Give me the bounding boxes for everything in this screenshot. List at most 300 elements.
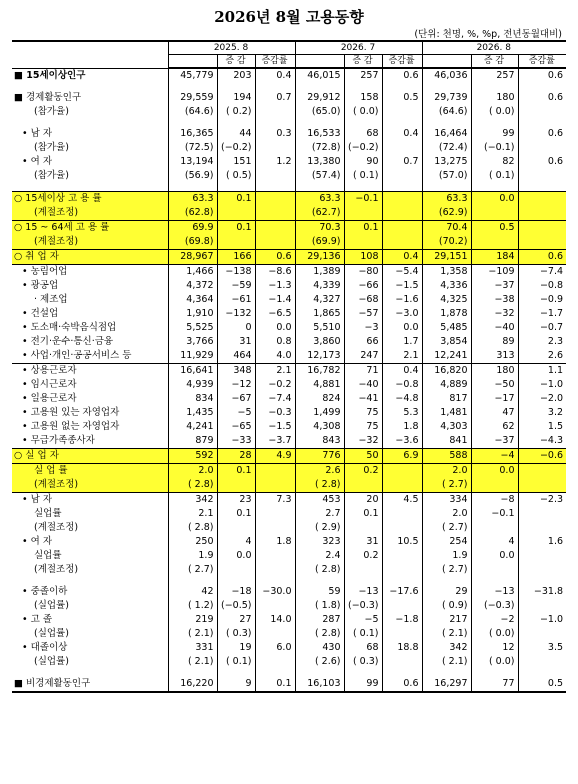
cell-value (518, 221, 566, 236)
cell-value: 1.9 (168, 549, 217, 563)
table-row (12, 507, 566, 521)
cell-value: 16,220 (168, 677, 217, 692)
cell-value (471, 183, 518, 192)
cell-value: 7.3 (255, 493, 295, 508)
cell-value: (62.7) (295, 206, 344, 221)
cell-value: 184 (471, 250, 518, 265)
row-label: (계절조정) (12, 235, 168, 250)
row-label (12, 119, 168, 127)
cell-value: 4,881 (295, 378, 344, 392)
cell-value: (69.8) (168, 235, 217, 250)
cell-value: 28,967 (168, 250, 217, 265)
cell-value (518, 521, 566, 535)
cell-value (344, 83, 382, 91)
cell-value: −6.5 (255, 307, 295, 321)
cell-value (471, 669, 518, 677)
cell-value: ( 1.8) (295, 599, 344, 613)
cell-value: −0.2 (255, 378, 295, 392)
cell-value (255, 192, 295, 207)
table-row (12, 613, 566, 627)
cell-value: 13,194 (168, 155, 217, 169)
cell-value: −0.8 (382, 378, 422, 392)
table-row (12, 206, 566, 221)
table-row (12, 364, 566, 379)
cell-value: 77 (471, 677, 518, 692)
cell-value: 2.7 (295, 507, 344, 521)
cell-value: −1.7 (539, 308, 564, 319)
cell-value (168, 669, 217, 677)
cell-value: 180 (471, 91, 518, 105)
cell-value: 194 (217, 91, 255, 105)
cell-value: (57.0) (422, 169, 471, 183)
cell-value: (64.6) (422, 105, 471, 119)
cell-value: ( 2.8) (168, 521, 217, 535)
row-label: • 고용원 없는 자영업자 (12, 420, 168, 434)
table-row (12, 493, 566, 508)
cell-value (471, 206, 518, 221)
cell-value: 331 (168, 641, 217, 655)
cell-value (422, 183, 471, 192)
cell-value (255, 549, 295, 563)
cell-value: −33 (217, 434, 255, 449)
cell-value (382, 206, 422, 221)
cell-value: −3.7 (255, 434, 295, 449)
cell-value (168, 119, 217, 127)
table-row (12, 279, 566, 293)
cell-value (518, 183, 566, 192)
cell-value: 1.6 (547, 536, 564, 547)
cell-value (217, 669, 255, 677)
cell-value: 2.1 (255, 364, 295, 379)
row-label: (실업률) (12, 655, 168, 669)
cell-value: 50 (344, 449, 382, 464)
cell-value: −59 (217, 279, 255, 293)
cell-value: 4.9 (255, 449, 295, 464)
cell-value: ( 0.3) (344, 655, 382, 669)
table-row (12, 141, 566, 155)
cell-value: 18.8 (382, 641, 422, 655)
row-label: (계절조정) (12, 206, 168, 221)
cell-value: (−0.2) (217, 141, 255, 155)
cell-value: 0.1 (255, 677, 295, 692)
row-label: • 무급가족종사자 (12, 434, 168, 449)
cell-value: 63.3 (168, 192, 217, 207)
cell-value (471, 563, 518, 577)
cell-value: −17.6 (382, 585, 422, 599)
cell-value (255, 105, 295, 119)
cell-value: 4,303 (422, 420, 471, 434)
cell-value: 28 (217, 449, 255, 464)
table-row (12, 265, 566, 280)
cell-value: ( 2.8) (295, 627, 344, 641)
cell-value (422, 119, 471, 127)
cell-value: 29,559 (168, 91, 217, 105)
cell-value (217, 235, 255, 250)
cell-value: 0.0 (471, 549, 518, 563)
table-row (12, 599, 566, 613)
cell-value (344, 563, 382, 577)
cell-value: 44 (217, 127, 255, 141)
cell-value: −0.8 (539, 280, 564, 291)
row-label: (참가율) (12, 169, 168, 183)
cell-value: 0.4 (382, 364, 422, 379)
cell-value: ( 2.7) (422, 521, 471, 535)
row-label: • 대졸이상 (12, 641, 168, 655)
cell-value: ( 2.8) (295, 478, 344, 493)
cell-value: −37 (471, 434, 518, 449)
table-row (12, 235, 566, 250)
cell-value (344, 669, 382, 677)
cell-value: 16,103 (295, 677, 344, 692)
cell-value: 257 (471, 68, 518, 83)
row-label: • 여 자 (12, 535, 168, 549)
cell-value (255, 627, 295, 641)
cell-value: (−0.5) (217, 599, 255, 613)
cell-value (382, 507, 422, 521)
cell-value (518, 235, 566, 250)
cell-value (255, 183, 295, 192)
cell-value: 0.4 (382, 250, 422, 265)
header-change-rate: 증감률 (382, 55, 422, 69)
cell-value (382, 141, 422, 155)
cell-value: 3,766 (168, 335, 217, 349)
cell-value: −1.5 (255, 420, 295, 434)
header-blank (295, 55, 344, 69)
cell-value: −13 (344, 585, 382, 599)
row-label: (계절조정) (12, 521, 168, 535)
row-label: ■ 경제활동인구 (12, 91, 168, 105)
cell-value: (70.2) (422, 235, 471, 250)
cell-value: 2.1 (382, 349, 422, 364)
table-row (12, 192, 566, 207)
cell-value (518, 119, 566, 127)
table-row (12, 155, 566, 169)
cell-value: 203 (217, 68, 255, 83)
table-row (12, 321, 566, 335)
cell-value: ( 1.2) (168, 599, 217, 613)
cell-value (382, 563, 422, 577)
cell-value: 834 (168, 392, 217, 406)
cell-value: 0.0 (217, 549, 255, 563)
cell-value: −7.4 (255, 392, 295, 406)
cell-value: 6.0 (255, 641, 295, 655)
cell-value: 1,865 (295, 307, 344, 321)
cell-value: 0.0 (471, 192, 518, 207)
row-label: • 중졸이하 (12, 585, 168, 599)
cell-value (344, 577, 382, 585)
cell-value (471, 235, 518, 250)
cell-value: ( 0.3) (217, 627, 255, 641)
cell-value: 59 (295, 585, 344, 599)
row-label: (실업률) (12, 599, 168, 613)
cell-value: −1.0 (539, 614, 564, 625)
cell-value: 47 (471, 406, 518, 420)
cell-value: 250 (168, 535, 217, 549)
cell-value: −32 (344, 434, 382, 449)
cell-value: 4.5 (382, 493, 422, 508)
cell-value: −1.5 (382, 279, 422, 293)
table-row (12, 449, 566, 464)
cell-value (471, 521, 518, 535)
cell-value: −109 (471, 265, 518, 280)
cell-value: 464 (217, 349, 255, 364)
cell-value: 10.5 (382, 535, 422, 549)
cell-value (255, 521, 295, 535)
table-row (12, 293, 566, 307)
table-row (12, 105, 566, 119)
cell-value: 158 (344, 91, 382, 105)
cell-value: 2.0 (168, 464, 217, 479)
row-label: • 일용근로자 (12, 392, 168, 406)
cell-value: 29 (422, 585, 471, 599)
row-label: (계절조정) (12, 478, 168, 493)
cell-value: 108 (344, 250, 382, 265)
cell-value (255, 119, 295, 127)
cell-value (382, 192, 422, 207)
row-label: • 사업·개인·공공서비스 등 (12, 349, 168, 364)
cell-value: −7.4 (518, 265, 566, 280)
cell-value (255, 577, 295, 585)
cell-value: ( 0.0) (471, 105, 518, 119)
cell-value (295, 183, 344, 192)
cell-value: ( 2.7) (422, 563, 471, 577)
cell-value: −2.0 (539, 393, 564, 404)
cell-value: 1.9 (422, 549, 471, 563)
row-label: • 광공업 (12, 279, 168, 293)
cell-value (382, 464, 422, 479)
cell-value (255, 83, 295, 91)
cell-value: 254 (422, 535, 471, 549)
cell-value: 0.0 (255, 321, 295, 335)
cell-value (518, 169, 566, 183)
cell-value: 13,275 (422, 155, 471, 169)
cell-value (168, 577, 217, 585)
cell-value: 70.3 (295, 221, 344, 236)
cell-value: 27 (217, 613, 255, 627)
header-blank (12, 41, 168, 68)
cell-value (344, 235, 382, 250)
cell-value: −61 (217, 293, 255, 307)
page-title: 2026년 8월 고용동향 (214, 8, 364, 26)
table-row (12, 169, 566, 183)
cell-value (255, 169, 295, 183)
row-label (12, 183, 168, 192)
cell-value: 2.0 (422, 464, 471, 479)
cell-value (422, 83, 471, 91)
cell-value (255, 464, 295, 479)
cell-value: ( 0.0) (471, 627, 518, 641)
cell-value: (72.8) (295, 141, 344, 155)
cell-value (295, 669, 344, 677)
cell-value (217, 563, 255, 577)
cell-value (382, 169, 422, 183)
cell-value: 817 (422, 392, 471, 406)
cell-value: (69.9) (295, 235, 344, 250)
header-period-3: 2026. 8 (422, 41, 566, 55)
cell-value: 1,435 (168, 406, 217, 420)
cell-value: 0.1 (217, 192, 255, 207)
cell-value (382, 669, 422, 677)
cell-value: 29,912 (295, 91, 344, 105)
row-label (12, 577, 168, 585)
cell-value: 29,136 (295, 250, 344, 265)
cell-value: 0.3 (255, 127, 295, 141)
cell-value: 776 (295, 449, 344, 464)
cell-value: (65.0) (295, 105, 344, 119)
cell-value: ( 0.9) (422, 599, 471, 613)
cell-value: ( 0.5) (217, 169, 255, 183)
cell-value: 4,325 (422, 293, 471, 307)
cell-value: 1.8 (382, 420, 422, 434)
cell-value: −2 (471, 613, 518, 627)
cell-value: ( 2.8) (168, 478, 217, 493)
cell-value: 4,889 (422, 378, 471, 392)
cell-value: 12,241 (422, 349, 471, 364)
cell-value: 0.6 (547, 156, 564, 167)
cell-value (255, 235, 295, 250)
cell-value: 180 (471, 364, 518, 379)
cell-value: 0.2 (344, 549, 382, 563)
cell-value: −40 (344, 378, 382, 392)
cell-value: 0.1 (217, 221, 255, 236)
cell-value: ( 0.0) (471, 655, 518, 669)
cell-value (217, 183, 255, 192)
row-label: (계절조정) (12, 563, 168, 577)
header-period-2: 2026. 7 (295, 41, 422, 55)
cell-value: 68 (344, 127, 382, 141)
row-label: • 고 졸 (12, 613, 168, 627)
table-row (12, 641, 566, 655)
cell-value (518, 192, 566, 207)
cell-value (217, 478, 255, 493)
table-row (12, 127, 566, 141)
cell-value: 0.6 (547, 128, 564, 139)
header-change: 증 감 (471, 55, 518, 69)
cell-value: −30.0 (255, 585, 295, 599)
cell-value: 5.3 (382, 406, 422, 420)
cell-value: 2.6 (295, 464, 344, 479)
cell-value: 1,499 (295, 406, 344, 420)
cell-value: −17 (471, 392, 518, 406)
cell-value: 843 (295, 434, 344, 449)
cell-value (382, 83, 422, 91)
row-label: • 농림어업 (12, 265, 168, 280)
cell-value (382, 119, 422, 127)
cell-value: 29,739 (422, 91, 471, 105)
cell-value (382, 183, 422, 192)
cell-value: 0.4 (255, 68, 295, 83)
cell-value (518, 464, 566, 479)
cell-value: −0.7 (539, 322, 564, 333)
cell-value: (62.8) (168, 206, 217, 221)
cell-value: (−0.2) (344, 141, 382, 155)
cell-value: 4.0 (255, 349, 295, 364)
cell-value: 257 (344, 68, 382, 83)
cell-value: −12 (217, 378, 255, 392)
row-label: 실업률 (12, 549, 168, 563)
cell-value: (−0.3) (344, 599, 382, 613)
cell-value: 0.5 (518, 677, 566, 692)
cell-value: 3,860 (295, 335, 344, 349)
cell-value: (56.9) (168, 169, 217, 183)
cell-value: −38 (471, 293, 518, 307)
cell-value: −1.8 (382, 613, 422, 627)
cell-value (518, 507, 566, 521)
cell-value: −5 (217, 406, 255, 420)
cell-value: 247 (344, 349, 382, 364)
table-row (12, 68, 566, 83)
cell-value: 1.1 (518, 364, 566, 379)
cell-value (344, 183, 382, 192)
table-row (12, 464, 566, 479)
cell-value: 4,364 (168, 293, 217, 307)
cell-value (344, 119, 382, 127)
cell-value: −132 (217, 307, 255, 321)
cell-value: 62 (471, 420, 518, 434)
cell-value: 348 (217, 364, 255, 379)
table-row (12, 535, 566, 549)
table-row (12, 420, 566, 434)
cell-value: 1,878 (422, 307, 471, 321)
cell-value (255, 221, 295, 236)
cell-value (217, 577, 255, 585)
cell-value: 879 (168, 434, 217, 449)
cell-value: 31 (217, 335, 255, 349)
cell-value (422, 577, 471, 585)
cell-value: 217 (422, 613, 471, 627)
row-label: ○ 취 업 자 (12, 250, 168, 265)
cell-value: 824 (295, 392, 344, 406)
cell-value: 151 (217, 155, 255, 169)
cell-value: 4,327 (295, 293, 344, 307)
table-row (12, 577, 566, 585)
cell-value: −0.9 (539, 294, 564, 305)
cell-value (518, 655, 566, 669)
cell-value: ( 2.8) (295, 563, 344, 577)
cell-value (255, 507, 295, 521)
header-row-periods (12, 41, 566, 55)
cell-value (295, 83, 344, 91)
cell-value (382, 521, 422, 535)
cell-value: 0.1 (217, 464, 255, 479)
cell-value: −1.0 (539, 379, 564, 390)
cell-value: 5,510 (295, 321, 344, 335)
cell-value: 4,372 (168, 279, 217, 293)
cell-value: 219 (168, 613, 217, 627)
cell-value: 0.1 (344, 507, 382, 521)
cell-value: 23 (217, 493, 255, 508)
cell-value: 66 (344, 335, 382, 349)
cell-value: 75 (344, 420, 382, 434)
cell-value (295, 119, 344, 127)
row-label: · 제조업 (12, 293, 168, 307)
cell-value (518, 206, 566, 221)
cell-value: 334 (422, 493, 471, 508)
cell-value: −5 (344, 613, 382, 627)
cell-value (255, 669, 295, 677)
table-row (12, 119, 566, 127)
cell-value: 0.8 (255, 335, 295, 349)
cell-value (217, 119, 255, 127)
cell-value: −1.3 (255, 279, 295, 293)
cell-value: −3.6 (382, 434, 422, 449)
table-row (12, 627, 566, 641)
header-change-rate: 증감률 (255, 55, 295, 69)
cell-value: 82 (471, 155, 518, 169)
cell-value: −37 (471, 279, 518, 293)
table-row (12, 91, 566, 105)
row-label: • 임시근로자 (12, 378, 168, 392)
